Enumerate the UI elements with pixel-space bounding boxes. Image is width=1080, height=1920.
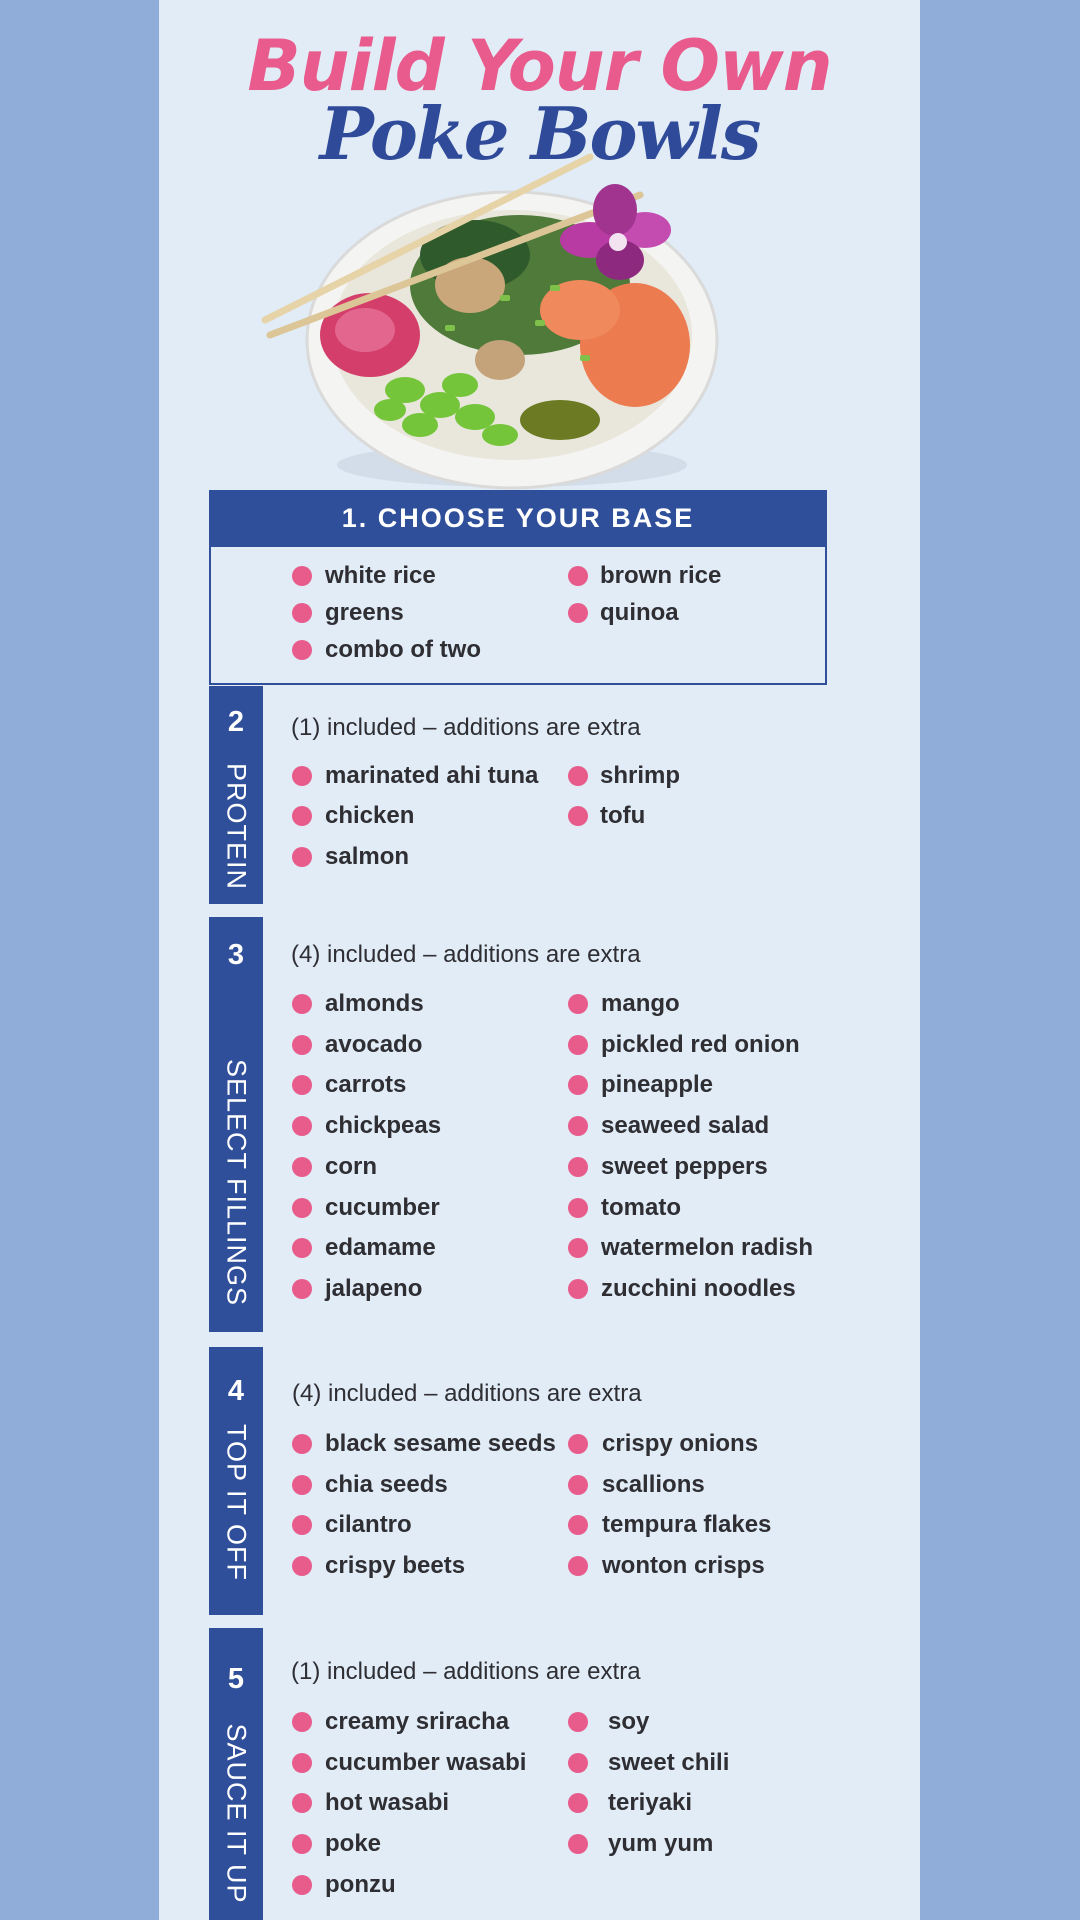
bullet-dot [568,1434,588,1454]
filling-option: seaweed salad [601,1112,770,1140]
toppings-section-bar [209,1347,263,1615]
bullet-dot [292,806,312,826]
bullet-dot [292,1035,312,1055]
filling-option: mango [601,990,680,1017]
toppings-section-label: TOP IT OFF [221,1423,252,1582]
bullet-dot [292,1475,312,1495]
title-line-2: Poke Bowls [319,91,760,176]
bullet-dot [568,1035,588,1055]
filling-option: pickled red onion [601,1030,800,1058]
sauces-note: (1) included – additions are extra [291,1658,641,1685]
bullet-dot [568,566,588,586]
topping-option: black sesame seeds [325,1430,556,1457]
protein-section-label: PROTEIN [221,762,252,891]
filling-option: watermelon radish [601,1234,814,1262]
bullet-dot [292,640,312,660]
topping-option: crispy onions [602,1430,759,1457]
title-line-1: Build Your Own [247,25,832,107]
filling-option: chickpeas [325,1112,442,1140]
protein-option: tofu [600,802,646,829]
filling-option: pineapple [601,1071,714,1099]
filling-option: jalapeno [325,1274,423,1302]
topping-option: crispy beets [325,1552,466,1580]
sauces-section-bar [209,1628,263,1920]
bullet-dot [568,1279,588,1299]
topping-option: chia seeds [325,1470,448,1498]
filling-option: cucumber [325,1193,440,1221]
bullet-dot [292,1712,312,1732]
protein-option: marinated ahi tuna [325,762,539,789]
bullet-dot [292,1279,312,1299]
base-option: greens [325,599,404,626]
base-option: brown rice [600,562,722,589]
base-option: white rice [325,562,436,589]
bullet-dot [292,566,312,586]
protein-option: shrimp [600,762,681,789]
bullet-dot [292,1834,312,1854]
bullet-dot [568,1834,588,1854]
topping-option: cilantro [325,1511,412,1539]
filling-option: sweet peppers [601,1152,768,1180]
bullet-dot [568,1198,588,1218]
bullet-dot [568,1712,588,1732]
sauce-option: yum yum [608,1830,714,1858]
bullet-dot [568,1556,588,1576]
filling-option: tomato [601,1193,681,1221]
bullet-dot [292,1753,312,1773]
filling-option: zucchini noodles [601,1274,796,1302]
bullet-dot [292,766,312,786]
filling-option: almonds [325,990,424,1017]
protein-option: chicken [325,802,415,829]
filling-option: corn [325,1152,378,1180]
fillings-section-bar [209,917,263,1332]
protein-section-number: 2 [227,706,245,738]
bullet-dot [568,994,588,1014]
sauces-section-number: 5 [227,1663,245,1695]
sauce-option: poke [325,1830,382,1858]
toppings-note: (4) included – additions are extra [292,1380,642,1407]
sauces-section-label: SAUCE IT UP [221,1723,252,1904]
topping-option: scallions [602,1470,705,1498]
filling-option: edamame [325,1234,436,1262]
sauce-option: creamy sriracha [325,1708,510,1735]
bullet-dot [568,1475,588,1495]
sauce-option: teriyaki [608,1789,693,1817]
filling-option: avocado [325,1030,423,1058]
bullet-dot [292,1157,312,1177]
fillings-section-label: SELECT FILLINGS [221,1058,252,1307]
poke-bowl-photo [250,135,730,495]
bullet-dot [292,994,312,1014]
topping-option: tempura flakes [602,1511,772,1539]
sauce-option: hot wasabi [325,1789,450,1817]
fillings-section-number: 3 [227,939,245,971]
bullet-dot [568,766,588,786]
bullet-dot [292,1434,312,1454]
bullet-dot [292,1116,312,1136]
bullet-dot [292,847,312,867]
toppings-section-number: 4 [227,1375,245,1407]
topping-option: wonton crisps [602,1552,765,1580]
bullet-dot [568,1116,588,1136]
bullet-dot [568,1753,588,1773]
bullet-dot [568,603,588,623]
base-option: quinoa [600,599,679,626]
bullet-dot [568,806,588,826]
base-option: combo of two [325,636,481,663]
filling-option: carrots [325,1071,407,1099]
sauce-option: cucumber wasabi [325,1748,527,1776]
bullet-dot [568,1157,588,1177]
sauce-option: sweet chili [608,1748,730,1776]
sauce-option: ponzu [325,1870,396,1898]
bullet-dot [292,1198,312,1218]
bullet-dot [292,1875,312,1895]
sauce-option: soy [608,1708,650,1735]
bullet-dot [292,603,312,623]
base-section-header: 1. CHOOSE YOUR BASE [209,490,827,547]
protein-note: (1) included – additions are extra [291,714,641,741]
fillings-note: (4) included – additions are extra [291,941,641,968]
bullet-dot [292,1556,312,1576]
protein-option: salmon [325,843,410,870]
protein-section-bar [209,686,263,904]
